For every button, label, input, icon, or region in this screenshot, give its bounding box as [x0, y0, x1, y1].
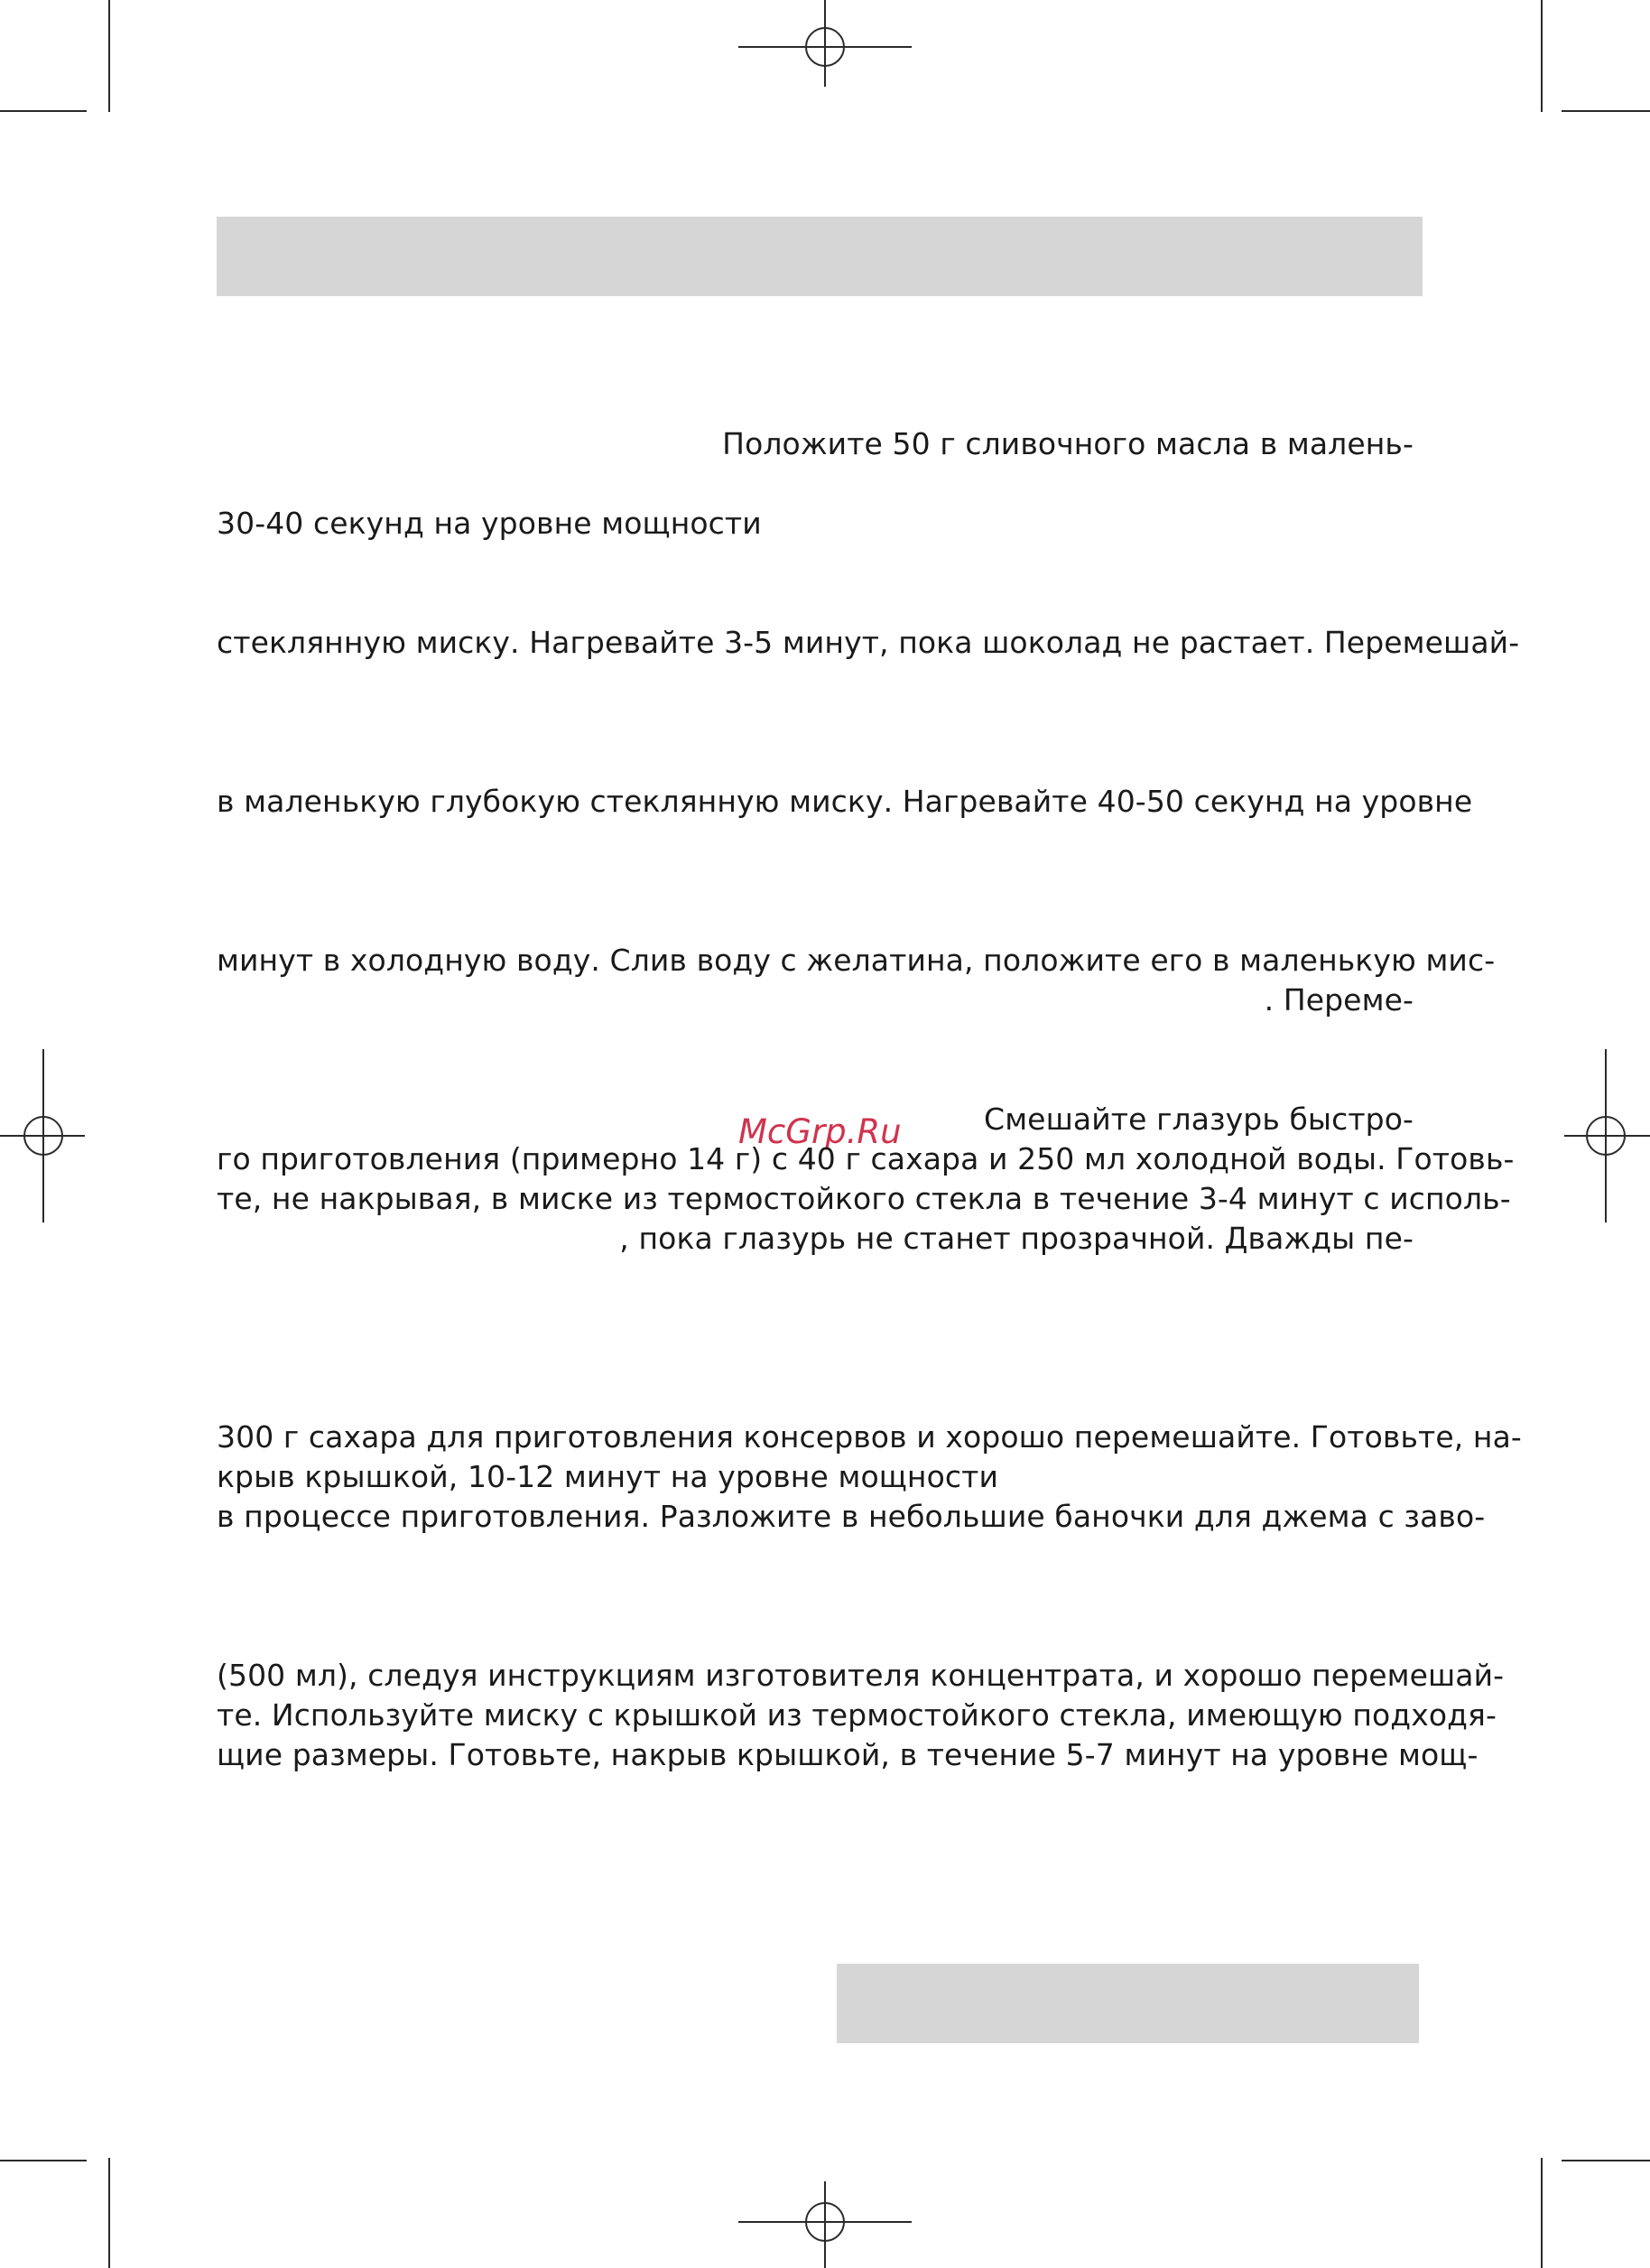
text-line: Смешайте глазурь быстро-	[984, 1101, 1414, 1137]
text-line: минут в холодную воду. Слив воду с желатина, положите его в маленькую мис-	[217, 943, 1496, 978]
text-line: щие размеры. Готовьте, накрыв крышкой, в течение 5-7 минут на уровне мощ-	[217, 1737, 1479, 1772]
text-line: те, не накрывая, в миске из термостойкого стекла в течение 3-4 минут с исполь-	[217, 1181, 1511, 1216]
header-band	[217, 217, 1423, 296]
text-line: . Переме-	[1264, 982, 1414, 1018]
text-line: стеклянную миску. Нагревайте 3-5 минут, пока шоколад не растает. Перемешай-	[217, 625, 1520, 660]
crop-mark-bottom-left-h	[0, 2160, 87, 2161]
text-line: го приготовления (примерно 14 г) с 40 г сахара и 250 мл холодной воды. Готовь-	[217, 1141, 1515, 1176]
watermark: McGrp.Ru	[738, 1112, 902, 1151]
text-line: в маленькую глубокую стеклянную миску. Нагревайте 40-50 секунд на уровне	[217, 784, 1473, 819]
text-line: крыв крышкой, 10-12 минут на уровне мощности	[217, 1459, 999, 1494]
text-line: те. Используйте миску с крышкой из термостойкого стекла, имеющую подходя-	[217, 1697, 1497, 1733]
crop-mark-bottom-left-v	[108, 2158, 110, 2268]
text-line: Положите 50 г сливочного масла в малень-	[722, 426, 1414, 461]
text-line: 30-40 секунд на уровне мощности	[217, 506, 762, 541]
crop-mark-top-left-h	[0, 110, 87, 112]
crop-mark-bottom-right-v	[1541, 2158, 1543, 2268]
text-line: , пока глазурь не станет прозрачной. Дважды пе-	[619, 1221, 1414, 1256]
footer-band	[837, 1964, 1419, 2043]
crop-mark-bottom-right-h	[1562, 2160, 1650, 2161]
crop-mark-top-right-v	[1541, 0, 1543, 112]
text-line: 300 г сахара для приготовления консервов и хорошо перемешайте. Готовьте, на-	[217, 1419, 1522, 1455]
crop-mark-top-left-v	[108, 0, 110, 112]
crop-mark-top-right-h	[1562, 110, 1650, 112]
text-line: (500 мл), следуя инструкциям изготовителя концентрата, и хорошо перемешай-	[217, 1658, 1505, 1693]
text-line: в процессе приготовления. Разложите в небольшие баночки для джема с заво-	[217, 1499, 1486, 1534]
